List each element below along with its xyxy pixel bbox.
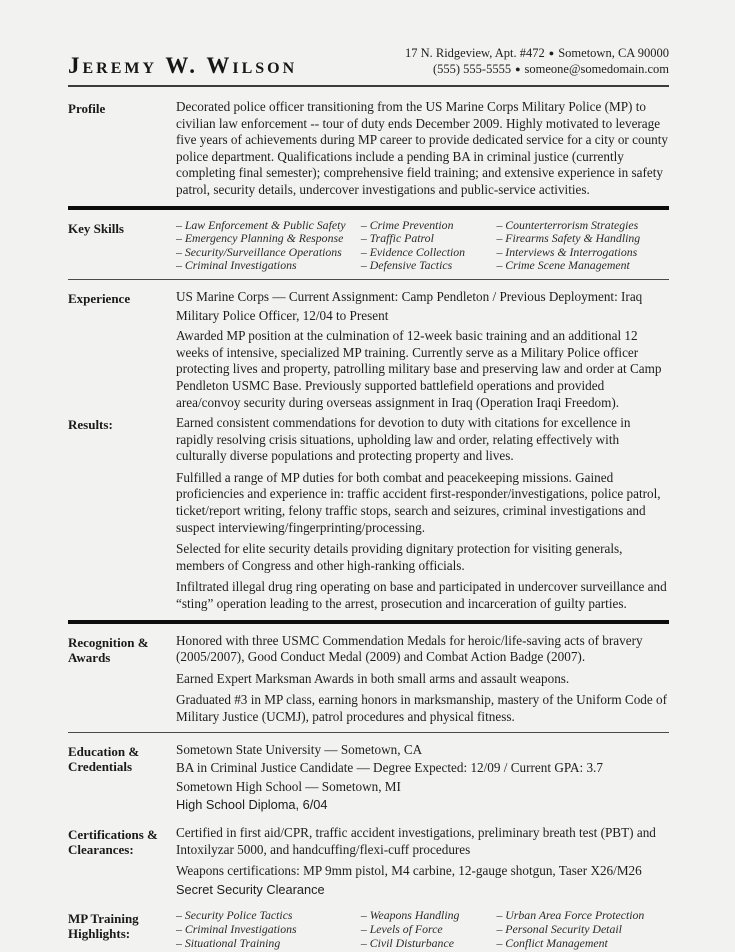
- profile-text: Decorated police officer transitioning from the US Marine Corps Military Police (MP) to civilian law enforcement -- tour of duty ends December 2009. Highly motivated to leverage five years of achievements during MP career to provide dedicated service for a city or county police department. Qualifications include a pending BA in criminal justice (currently completing final semester); comprehensive field training; and extensive experience in safety patrol, security details, undercover investigations and public-service activities.: [176, 99, 669, 197]
- section-label-profile: Profile: [68, 101, 106, 116]
- section-recognition: [68, 633, 669, 726]
- experience-employer: US Marine Corps — Current Assignment: Camp Pendleton / Previous Deployment: Iraq: [176, 288, 643, 304]
- skill-item: – Traffic Patrol: [360, 231, 434, 246]
- key-skills-col-2: [361, 219, 497, 273]
- results-paragraph: Earned consistent commendations for devotion to duty with citations for excellence in rapidly resolving crisis situations, upholding law and order, relating effectively with culturally diverse populations and protecting property and lives.: [176, 415, 631, 464]
- divider-thick: [68, 620, 669, 624]
- section-experience: [68, 289, 669, 411]
- key-skills-col-3: [496, 219, 669, 273]
- experience-summary: Awarded MP position at the culmination of 12-week basic training and an additional 12 weeks of intensive, specialized MP training. Currently serve as a Military Police officer protecting lives and property, patrolling military base and preserving law and order at Camp Pendleton USMC Base. Previously supported battlefield operations and provided area/convoy security during overseas assignment in Iraq (Operation Iraqi Freedom).: [176, 328, 662, 410]
- education-line: Sometown State University — Sometown, CA: [176, 741, 423, 757]
- key-skills-col-1: [176, 219, 361, 273]
- divider-thick: [68, 206, 669, 210]
- training-item: – Levels of Force: [360, 921, 443, 936]
- training-item: – Weapons Handling: [360, 908, 460, 923]
- divider-thin: [68, 279, 669, 280]
- training-item: – Urban Area Force Protection: [496, 908, 645, 923]
- training-col-3: [496, 909, 669, 950]
- bullet-separator-icon: ●: [515, 63, 521, 74]
- skill-item: – Defensive Tactics: [360, 258, 453, 273]
- security-clearance: Secret Security Clearance: [176, 881, 325, 897]
- section-key-skills: [68, 219, 669, 273]
- recognition-paragraph: Graduated #3 in MP class, earning honors in marksmanship, mastery of the Uniform Code of Military Justice (UCMJ), patrol procedures and physical fitness.: [176, 692, 668, 724]
- contact-city-state: Sometown, CA 90000: [558, 46, 669, 60]
- training-item: – Conflict Management: [496, 935, 608, 950]
- section-training: [68, 909, 669, 950]
- skill-item: – Counterterrorism Strategies: [496, 217, 639, 232]
- skill-item: – Firearms Safety & Handling: [496, 231, 641, 246]
- contact-block: [405, 46, 669, 77]
- training-item: – Criminal Investigations: [176, 921, 297, 936]
- education-line: Sometown High School — Sometown, MI: [176, 778, 401, 794]
- training-item: – Situational Training: [176, 935, 281, 950]
- section-profile: [68, 99, 669, 199]
- candidate-name: Jeremy W. Wilson: [68, 53, 298, 78]
- section-certifications: [68, 825, 669, 900]
- contact-phone: (555) 555-5555: [432, 61, 512, 76]
- skill-item: – Crime Scene Management: [496, 258, 630, 273]
- results-paragraph: Selected for elite security details providing dignitary protection for visiting generals, members of Congress and other high-ranking officials.: [176, 541, 623, 573]
- skill-item: – Criminal Investigations: [176, 258, 297, 273]
- recognition-paragraph: Honored with three USMC Commendation Medals for heroic/life-saving acts of bravery (2005/2007), Good Conduct Medal (2009) and Combat Action Badge (2007).: [176, 632, 643, 665]
- training-col-2: [361, 909, 497, 950]
- section-label-education: Education & Credentials: [68, 743, 140, 774]
- section-label-certifications: Certifications & Clearances:: [68, 826, 158, 857]
- section-label-training: MP Training Highlights:: [68, 911, 139, 942]
- training-col-1: [176, 909, 361, 950]
- education-line: BA in Criminal Justice Candidate — Degree Expected: 12/09 / Current GPA: 3.7: [176, 760, 603, 776]
- training-item: – Civil Disturbance: [360, 935, 454, 950]
- results-paragraph: Fulfilled a range of MP duties for both combat and peacekeeping missions. Gained proficiencies and experience in: traffic accident first-responder/investigations, police patrol, ticket/report writing, felony traffic stops, search and seizures, criminal investigations and suspect interviewing/fingerprinting/processing.: [176, 469, 661, 535]
- skill-item: – Interviews & Interrogations: [496, 244, 638, 259]
- training-list: [176, 909, 669, 950]
- section-education: [68, 742, 669, 816]
- contact-line-2: [405, 62, 669, 78]
- training-item: – Security Police Tactics: [176, 908, 293, 923]
- skill-item: – Crime Prevention: [360, 217, 454, 232]
- results-paragraph: Infiltrated illegal drug ring operating on base and participated in undercover surveillance and “sting” operation leading to the arrest, prosecution and incarceration of guilty parties.: [176, 579, 667, 612]
- weapons-certifications: Weapons certifications: MP 9mm pistol, M4 carbine, 12-gauge shotgun, Taser X26/M26: [176, 863, 642, 879]
- contact-address: 17 N. Ridgeview, Apt. #472: [404, 46, 545, 60]
- section-results: [68, 415, 669, 613]
- section-label-key-skills: Key Skills: [68, 220, 124, 236]
- experience-title: Military Police Officer, 12/04 to Present: [176, 307, 389, 323]
- contact-line-1: [405, 46, 669, 62]
- bullet-separator-icon: ●: [548, 48, 555, 58]
- training-item: – Personal Security Detail: [496, 921, 622, 936]
- certifications-paragraph: Certified in first aid/CPR, traffic accident investigations, preliminary breath test (PBT) and Intoxilyzar 5000, and handcuffing/flexi-cuff procedures: [176, 824, 656, 857]
- key-skills-list: [176, 219, 669, 273]
- divider-thin: [68, 732, 669, 733]
- recognition-paragraph: Earned Expert Marksman Awards in both small arms and assault weapons.: [176, 670, 570, 686]
- skill-item: – Law Enforcement & Public Safety: [176, 217, 346, 232]
- education-line: High School Diploma, 6/04: [176, 797, 328, 813]
- resume-header: [68, 46, 669, 87]
- skill-item: – Emergency Planning & Response: [176, 231, 344, 246]
- skill-item: – Evidence Collection: [360, 244, 466, 259]
- section-label-recognition: Recognition & Awards: [68, 634, 149, 665]
- section-label-results: Results:: [68, 417, 113, 433]
- contact-email: someone@somedomain.com: [524, 61, 669, 76]
- skill-item: – Security/Surveillance Operations: [176, 244, 342, 259]
- section-label-experience: Experience: [68, 290, 131, 306]
